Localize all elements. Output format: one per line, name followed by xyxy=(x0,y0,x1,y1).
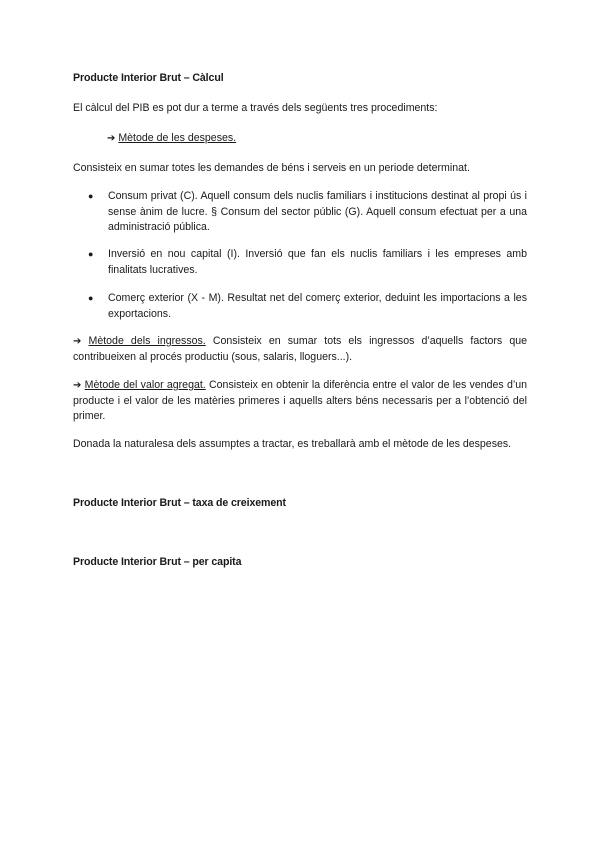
method-valor-paragraph xyxy=(73,378,527,425)
arrow-icon: ➔ xyxy=(107,133,116,144)
method-ingressos-paragraph xyxy=(73,334,527,365)
method-despeses-label: Mètode de les despeses. xyxy=(118,132,237,144)
bullet-icon: ● xyxy=(88,191,94,201)
method-ingressos-label: Mètode dels ingressos. xyxy=(88,335,206,347)
heading-taxa: Producte Interior Brut – taxa de creixement xyxy=(73,497,286,509)
heading-capita: Producte Interior Brut – per capita xyxy=(73,556,242,568)
bullet-icon: ● xyxy=(88,249,94,259)
method-despeses-heading xyxy=(107,131,407,147)
heading-calcul: Producte Interior Brut – Càlcul xyxy=(73,72,224,84)
method-ingressos-text: Consisteix en sumar tots els ingressos d’aquells factors que contribueixen al procés productiu (sous, salaris, lloguers...). xyxy=(73,335,527,363)
despeses-description: Consisteix en sumar totes les demandes de béns i serveis en un periode determinat. xyxy=(73,162,470,174)
bullet-text: Consum privat (C). Aquell consum dels nuclis familiars i institucions destinat al propi ús i sense ànim de lucre. § Consum del sector públic (G). Aquell consum efectuat per a una administració pública. xyxy=(108,190,527,234)
list-item xyxy=(73,189,527,236)
conclusion-paragraph: Donada la naturalesa dels assumptes a tractar, es treballarà amb el mètode de les despeses. xyxy=(73,438,512,450)
arrow-icon: ➔ xyxy=(73,380,82,391)
bullet-text: Comerç exterior (X - M). Resultat net del comerç exterior, deduint les importacions a les exportacions. xyxy=(108,292,527,320)
bullet-text: Inversió en nou capital (I). Inversió que fan els nuclis familiars i les empreses amb finalitats lucratives. xyxy=(108,248,527,276)
list-item xyxy=(73,247,527,278)
method-valor-label: Mètode del valor agregat. xyxy=(84,379,206,391)
arrow-icon: ➔ xyxy=(73,336,82,347)
intro-paragraph: El càlcul del PIB es pot dur a terme a través dels següents tres procediments: xyxy=(73,102,438,114)
bullet-icon: ● xyxy=(88,293,94,303)
method-valor-text: Consisteix en obtenir la diferència entre el valor de les vendes d’un producte i el valor de les matèries primeres i aquells alters béns necessaris per a l’obtenció del primer. xyxy=(73,379,527,423)
list-item xyxy=(73,291,527,322)
